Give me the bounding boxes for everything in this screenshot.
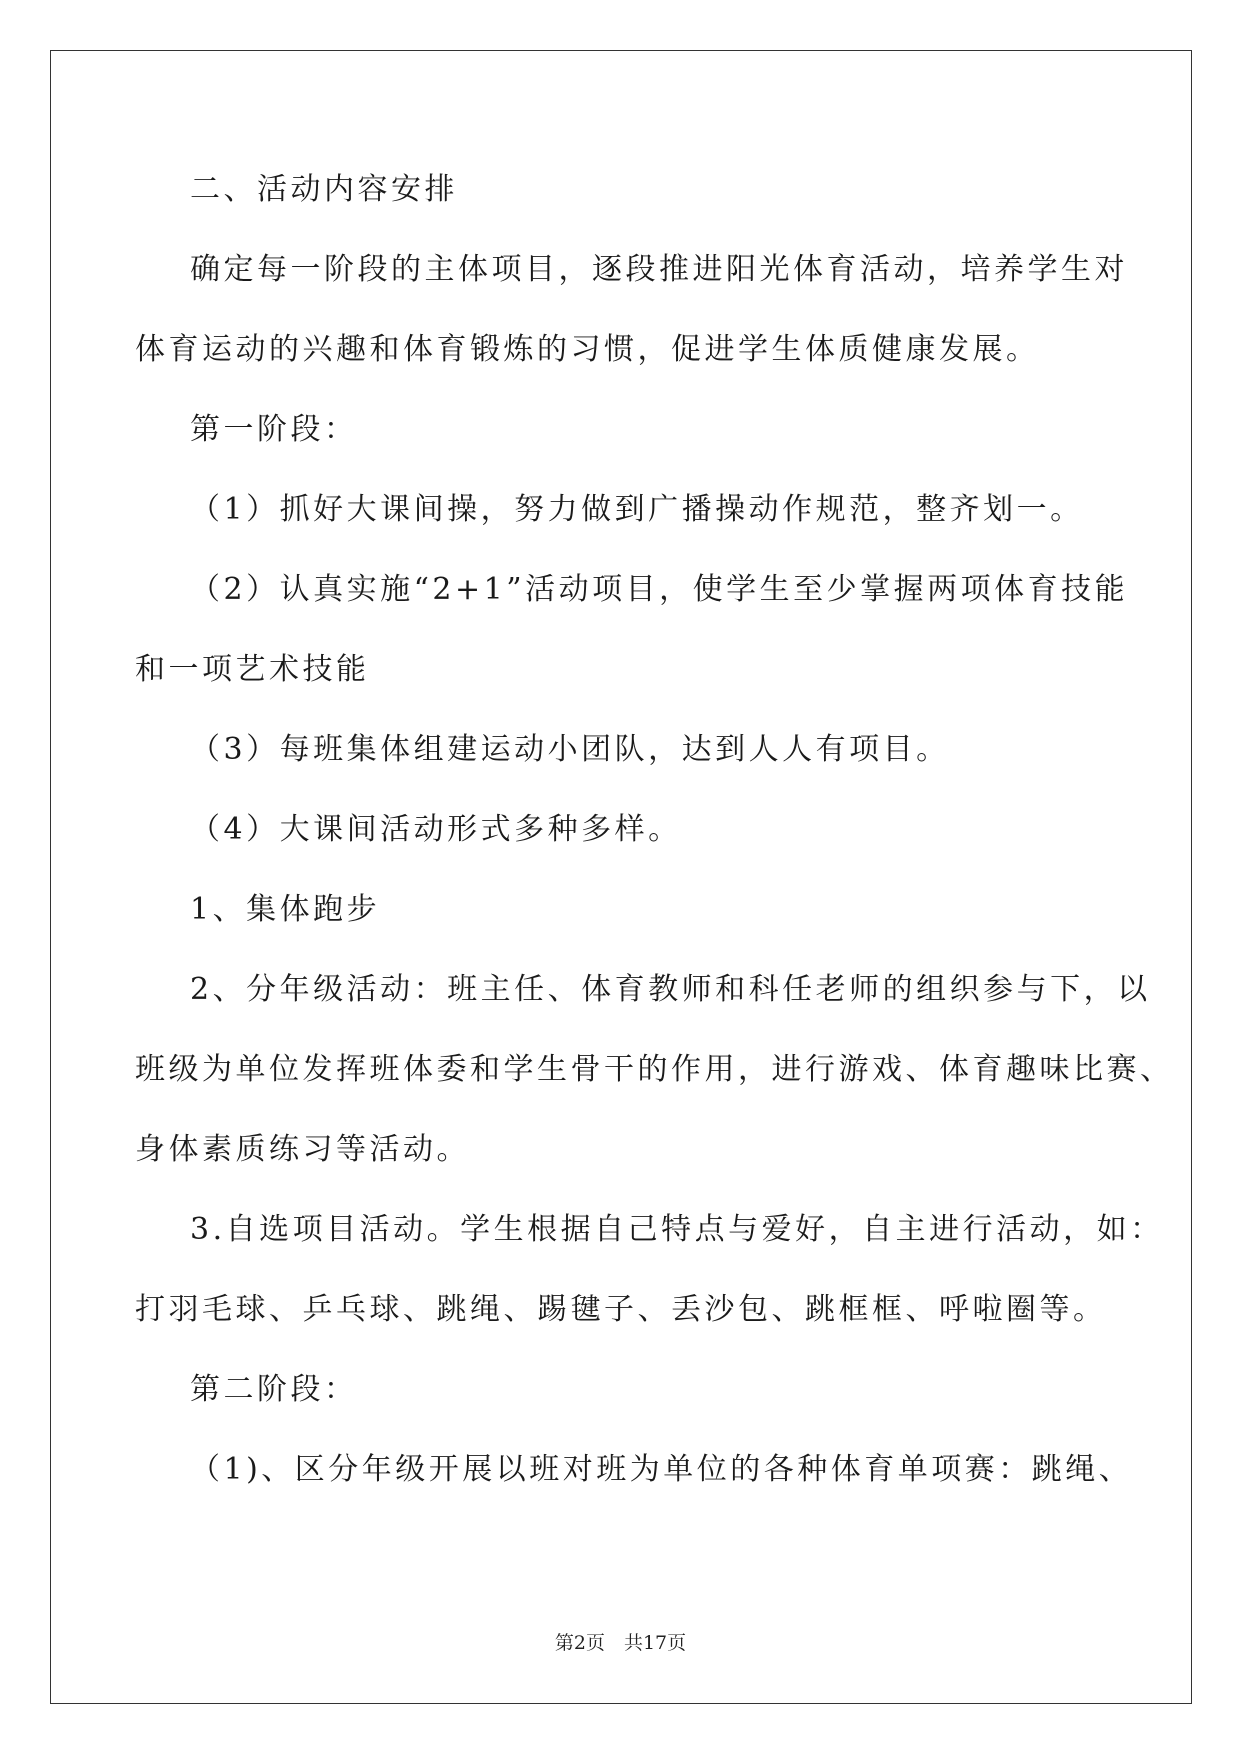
- list-item: 2、分年级活动：班主任、体育教师和科任老师的组织参与下，以: [190, 972, 1151, 1007]
- list-item-continuation: 和一项艺术技能: [135, 652, 370, 687]
- stage-heading: 第一阶段：: [190, 412, 358, 447]
- stage-heading: 第二阶段：: [190, 1372, 358, 1407]
- paragraph-line: 确定每一阶段的主体项目，逐段推进阳光体育活动，培养学生对: [190, 252, 1128, 287]
- list-item: （4）大课间活动形式多种多样。: [190, 812, 682, 847]
- list-item: （3）每班集体组建运动小团队，达到人人有项目。: [190, 732, 950, 767]
- list-item: 1、集体跑步: [190, 892, 381, 927]
- list-item-continuation: 身体素质练习等活动。: [135, 1132, 470, 1167]
- list-item-continuation: 打羽毛球、乒乓球、跳绳、踢毽子、丢沙包、跳框框、呼啦圈等。: [135, 1292, 1107, 1327]
- paragraph-line: 体育运动的兴趣和体育锻炼的习惯，促进学生体质健康发展。: [135, 332, 1040, 367]
- list-item: 3.自选项目活动。学生根据自己特点与爱好，自主进行活动，如：: [190, 1212, 1164, 1247]
- list-item: （2）认真实施“2+1”活动项目，使学生至少掌握两项体育技能: [190, 572, 1129, 607]
- list-item-continuation: 班级为单位发挥班体委和学生骨干的作用，进行游戏、体育趣味比赛、: [135, 1052, 1174, 1087]
- page-number: 第2页 共17页: [554, 1632, 687, 1654]
- list-item: （1)、区分年级开展以班对班为单位的各种体育单项赛：跳绳、: [190, 1452, 1133, 1487]
- section-heading: 二、活动内容安排: [190, 172, 458, 207]
- list-item: （1）抓好大课间操，努力做到广播操动作规范，整齐划一。: [190, 492, 1084, 527]
